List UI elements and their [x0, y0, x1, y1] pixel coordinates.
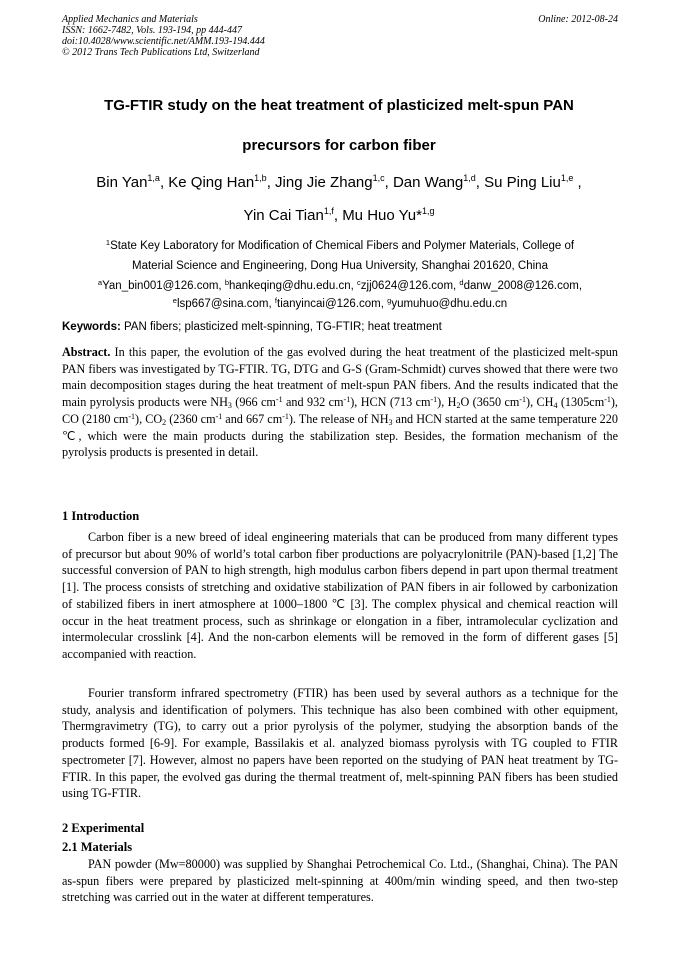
affiliation-line-2: Material Science and Engineering, Dong Hua University, Shanghai 201620, China — [132, 260, 548, 272]
author-separator: , — [159, 174, 169, 191]
email-address: danw_2008@126.com — [463, 280, 579, 292]
author-affil-mark: 1,a — [147, 173, 160, 183]
subscript: 3 — [388, 417, 393, 427]
superscript: -1 — [343, 395, 351, 405]
subscript: 3 — [227, 401, 232, 411]
subscript: 2 — [456, 401, 461, 411]
email-line-1 — [62, 277, 618, 295]
email-separator: , — [578, 280, 583, 292]
abstract-text: ), CH — [526, 395, 554, 410]
subsection-heading-materials: 2.1 Materials — [62, 840, 133, 854]
materials-paragraph: PAN powder (Mw=80000) was supplied by Shanghai Petrochemical Co. Ltd., (Shanghai, China). The PAN as-spun fibers were prepared by plasticized melt-spinning at 400m/min winding speed, and then two-step stretching was carried out in the water at different temperatures. — [62, 857, 618, 905]
author-affil-mark: 1,c — [372, 173, 385, 183]
abstract-text: ), HCN (713 cm — [350, 395, 431, 410]
author-list — [30, 166, 648, 232]
superscript: -1 — [275, 395, 283, 405]
abstract-text: ), H — [437, 395, 457, 410]
email-address: lsp667@sina.com — [176, 298, 269, 310]
author-name: Ke Qing Han — [168, 174, 255, 191]
superscript: -1 — [519, 395, 527, 405]
copyright-line: © 2012 Trans Tech Publications Ltd, Switzerland — [62, 47, 260, 58]
abstract-text: ). The release of NH — [288, 411, 389, 426]
author-name: Mu Huo Yu* — [342, 207, 422, 224]
email-separator: , — [218, 280, 225, 292]
abstract-text: (1305cm — [557, 395, 605, 410]
affiliation-text: State Key Laboratory for Modification of Chemical Fibers and Polymer Materials, College of — [110, 240, 575, 252]
email-mark: e — [172, 296, 177, 305]
paper-title — [40, 86, 638, 166]
subscript: 2 — [162, 417, 167, 427]
author-name: Bin Yan — [96, 174, 148, 191]
affiliation-line-1 — [62, 236, 618, 256]
email-address: yumuhuo@dhu.edu.cn — [391, 298, 508, 310]
author-separator: , — [475, 174, 485, 191]
abstract-text: and 932 cm — [282, 395, 344, 410]
online-date: Online: 2012-08-24 — [538, 14, 618, 25]
section-heading-introduction: 1 Introduction — [62, 509, 140, 523]
email-address: Yan_bin001@126.com — [102, 280, 219, 292]
intro-paragraph-2: Fourier transform infrared spectrometry (FTIR) has been used by several authors as a technique for the study, analysis and identification of polymers. This technique has also been combined with other equipment, Thermgravimetry (TG), to carry out a prior pyrolysis of the polymer, studying the absorption bands of the products formed [6-9]. For example, Bassilakis et al. analyzed biomass pyrolysis with TG coupled to FTIR spectrometer [7]. However, almost no papers have been reported on the studying of PAN heat treatment by TG-FTIR. In this paper, the evolved gas during the thermal treatment of, melt-spinning PAN fibers has been studied using TG-FTIR. — [62, 686, 618, 801]
author-affil-mark: 1,b — [254, 173, 267, 183]
superscript: -1 — [215, 411, 223, 421]
abstract-text: In this paper, the evolution of the gas evolved during the heat treatment of the plasticized melt-spun PAN fibers was investigated by TG-FTIR. TG, DTG and G-S (Gram-Schmidt) curves showed that there were two main decomposition stages during the heat treatment of melt-spun PAN fibers. And the results indicated that the main pyrolysis products were NH — [62, 345, 618, 410]
superscript: -1 — [430, 395, 438, 405]
author-separator: , — [573, 174, 582, 191]
intro-paragraph-1: Carbon fiber is a new breed of ideal engineering materials that can be produced from many different types of precursor but about 90% of world’s total carbon fiber productions are polyacrylonitrile (PAN)-based [1,2] The successful conversion of PAN to high strength, high modulus carbon fibers depend in part upon thermal treatment [1]. The process consists of stretching and oxidative stabilization of PAN fibers in air followed by carbonization of stabilized fibers in inert atmosphere at 1000–1800 ℃ [3]. The complex physical and chemical reaction will occur in the heat treatment process, such as shrinkage or elongation in a fiber, intramolecular cyclization and intermolecular crosslink [4]. And the non-carbon elements will be removed in the form of different gases [5] accompanied with reaction. — [62, 530, 618, 661]
affiliation — [62, 236, 618, 276]
keywords-label: Keywords: — [62, 321, 121, 333]
author-emails — [62, 277, 618, 313]
title-line-2: precursors for carbon fiber — [242, 137, 436, 154]
author-line-1 — [30, 166, 648, 199]
abstract-text: and 667 cm — [222, 411, 283, 426]
journal-name: Applied Mechanics and Materials — [62, 14, 198, 25]
author-affil-mark: 1,e — [560, 173, 574, 183]
author-affil-mark: 1,f — [323, 206, 334, 216]
email-mark: g — [387, 296, 392, 305]
email-mark: f — [274, 296, 278, 305]
section-heading-experimental: 2 Experimental — [62, 821, 145, 835]
email-mark: a — [97, 278, 103, 287]
keywords-text: PAN fibers; plasticized melt-spinning, TG-FTIR; heat treatment — [120, 321, 442, 333]
journal-header — [62, 14, 618, 58]
subscript: 4 — [553, 401, 558, 411]
email-mark: b — [224, 278, 229, 287]
keywords — [62, 319, 618, 335]
author-affil-mark: 1,g — [421, 206, 435, 216]
author-separator: , — [384, 174, 393, 191]
author-name: Yin Cai Tian — [243, 207, 324, 224]
email-address: hankeqing@dhu.edu.cn — [228, 280, 351, 292]
doi-line: doi:10.4028/www.scientific.net/AMM.193-194.444 — [62, 36, 265, 47]
author-separator: , — [266, 174, 276, 191]
abstract-text: (2360 cm — [166, 411, 216, 426]
abstract — [62, 344, 618, 461]
email-mark: d — [459, 278, 464, 287]
email-separator: , — [380, 298, 388, 310]
author-name: Dan Wang — [392, 174, 464, 191]
superscript: -1 — [282, 411, 289, 421]
author-name: Jing Jie Zhang — [275, 174, 373, 191]
author-name: Su Ping Liu — [484, 174, 561, 191]
affiliation-mark: 1 — [105, 238, 111, 247]
issn-line: ISSN: 1662-7482, Vols. 193-194, pp 444-447 — [62, 25, 242, 36]
email-line-2 — [62, 295, 618, 313]
email-address: zjj0624@126.com — [360, 280, 454, 292]
email-separator: , — [268, 298, 275, 310]
email-address: tianyincai@126.com — [277, 298, 381, 310]
abstract-label: Abstract. — [62, 345, 111, 359]
email-separator: , — [350, 280, 358, 292]
author-line-2 — [30, 199, 648, 232]
abstract-text: ), CO (2180 cm — [62, 395, 618, 426]
abstract-text: O (3650 cm — [460, 395, 520, 410]
email-mark: c — [357, 278, 361, 287]
email-separator: , — [453, 280, 460, 292]
superscript: -1 — [604, 395, 611, 405]
abstract-text: ), CO — [135, 411, 163, 426]
abstract-text: (966 cm — [231, 395, 276, 410]
author-separator: , — [333, 207, 343, 224]
superscript: -1 — [128, 411, 136, 421]
author-affil-mark: 1,d — [463, 173, 476, 183]
abstract-text: and HCN started at the same temperature 220 ℃, which were the main products during the stabilization step. Besides, the formation mechanism of the pyrolysis products is presented in detail. — [62, 411, 618, 460]
title-line-1: TG-FTIR study on the heat treatment of plasticized melt-spun PAN — [104, 97, 574, 114]
